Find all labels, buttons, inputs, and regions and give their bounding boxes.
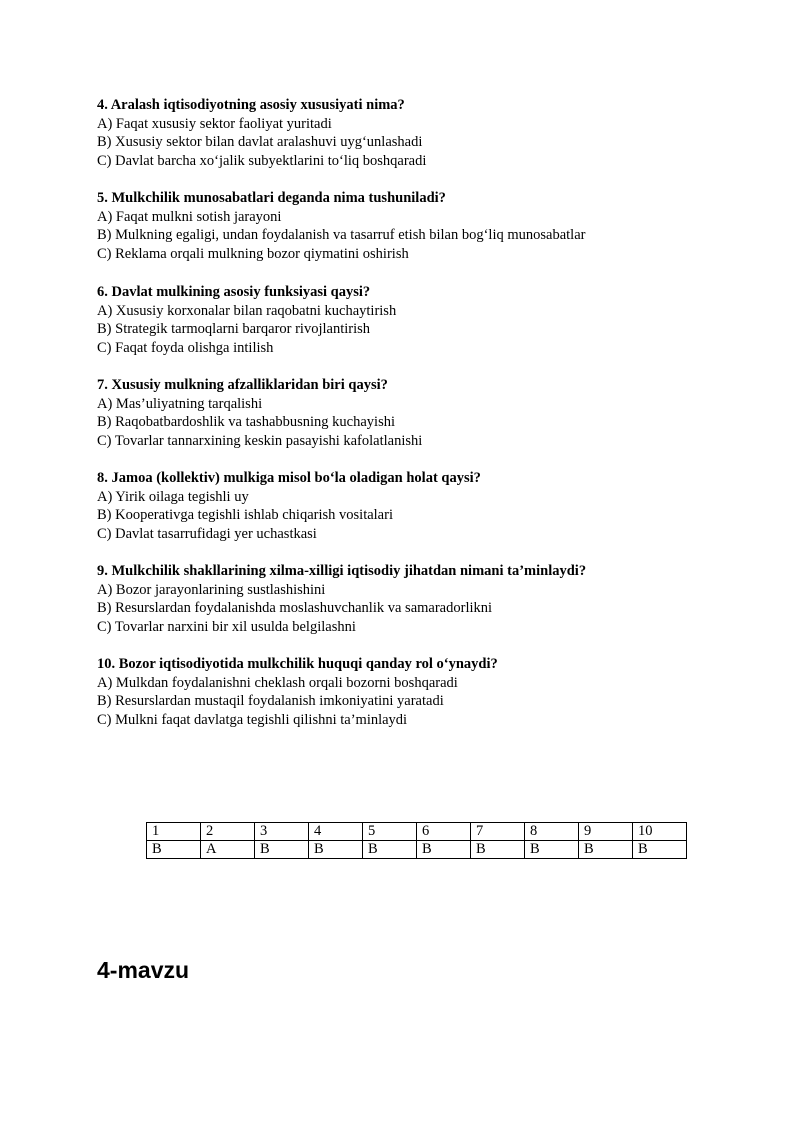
- table-row-numbers: [147, 823, 687, 841]
- question-5: [97, 189, 737, 263]
- option-c: C) Tovarlar tannarxining keskin pasayishi kafolatlanishi: [97, 432, 423, 449]
- option-b: B) Raqobatbardoshlik va tashabbusning kuchayishi: [97, 414, 396, 431]
- table-cell-number: 6: [417, 823, 471, 841]
- table-cell-number: 9: [579, 823, 633, 841]
- table-cell-answer: B: [309, 841, 363, 859]
- option-a: A) Mas’uliyatning tarqalishi: [97, 395, 263, 412]
- table-cell-number: 7: [471, 823, 525, 841]
- table-row-answers: [147, 841, 687, 859]
- table-cell-number: 1: [147, 823, 201, 841]
- section-heading: 4-mavzu: [97, 957, 190, 983]
- table-cell-answer: B: [255, 841, 309, 859]
- table-cell-number: 2: [201, 823, 255, 841]
- option-b: B) Xususiy sektor bilan davlat aralashuvi uyg‘unlashadi: [97, 134, 423, 151]
- option-b: B) Strategik tarmoqlarni barqaror rivojlantirish: [97, 321, 371, 338]
- question-title: 10. Bozor iqtisodiyotida mulkchilik huquqi qanday rol o‘ynaydi?: [97, 656, 498, 672]
- table-cell-answer: B: [417, 841, 471, 859]
- question-title: 8. Jamoa (kollektiv) mulkiga misol bo‘la oladigan holat qaysi?: [97, 470, 481, 486]
- question-title: 9. Mulkchilik shakllarining xilma-xilligi iqtisodiy jihatdan nimani ta’minlaydi?: [97, 563, 587, 579]
- option-a: A) Bozor jarayonlarining sustlashishini: [97, 581, 326, 598]
- option-a: A) Yirik oilaga tegishli uy: [97, 488, 249, 505]
- option-c: C) Tovarlar narxini bir xil usulda belgilashni: [97, 618, 356, 635]
- option-a: A) Faqat mulkni sotish jarayoni: [97, 208, 282, 225]
- question-6: [97, 283, 737, 357]
- table-cell-answer: B: [471, 841, 525, 859]
- question-7: [97, 376, 737, 450]
- option-a: A) Faqat xususiy sektor faoliyat yuritadi: [97, 115, 332, 132]
- option-b: B) Kooperativga tegishli ishlab chiqarish vositalari: [97, 507, 393, 524]
- table-cell-number: 8: [525, 823, 579, 841]
- question-title: 5. Mulkchilik munosabatlari deganda nima tushuniladi?: [97, 190, 446, 206]
- question-title: 4. Aralash iqtisodiyotning asosiy xususiyati nima?: [97, 97, 405, 113]
- question-8: [97, 469, 737, 543]
- option-a: A) Xususiy korxonalar bilan raqobatni kuchaytirish: [97, 302, 397, 319]
- option-c: C) Faqat foyda olishga intilish: [97, 339, 274, 356]
- question-10: [97, 655, 737, 729]
- question-title: 7. Xususiy mulkning afzalliklaridan biri qaysi?: [97, 377, 388, 393]
- table-cell-answer: B: [525, 841, 579, 859]
- option-b: B) Resurslardan foydalanishda moslashuvchanlik va samaradorlikni: [97, 600, 493, 617]
- table-cell-answer: B: [363, 841, 417, 859]
- question-9: [97, 562, 737, 636]
- option-c: C) Davlat tasarrufidagi yer uchastkasi: [97, 525, 317, 542]
- table-cell-number: 10: [633, 823, 687, 841]
- question-title: 6. Davlat mulkining asosiy funksiyasi qaysi?: [97, 284, 371, 300]
- table-cell-number: 3: [255, 823, 309, 841]
- option-b: B) Mulkning egaligi, undan foydalanish va tasarruf etish bilan bog‘liq munosabatlar: [97, 227, 586, 244]
- option-c: C) Mulkni faqat davlatga tegishli qilishni ta’minlaydi: [97, 711, 408, 728]
- answer-key-table: [146, 822, 687, 859]
- table-cell-number: 4: [309, 823, 363, 841]
- table-cell-answer: B: [633, 841, 687, 859]
- option-b: B) Resurslardan mustaqil foydalanish imkoniyatini yaratadi: [97, 693, 444, 710]
- option-c: C) Reklama orqali mulkning bozor qiymatini oshirish: [97, 245, 409, 262]
- table-cell-number: 5: [363, 823, 417, 841]
- table-cell-answer: A: [201, 841, 255, 859]
- question-4: [97, 96, 737, 170]
- option-c: C) Davlat barcha xo‘jalik subyektlarini to‘liq boshqaradi: [97, 152, 427, 169]
- table-cell-answer: B: [147, 841, 201, 859]
- table-cell-answer: B: [579, 841, 633, 859]
- option-a: A) Mulkdan foydalanishni cheklash orqali bozorni boshqaradi: [97, 674, 458, 691]
